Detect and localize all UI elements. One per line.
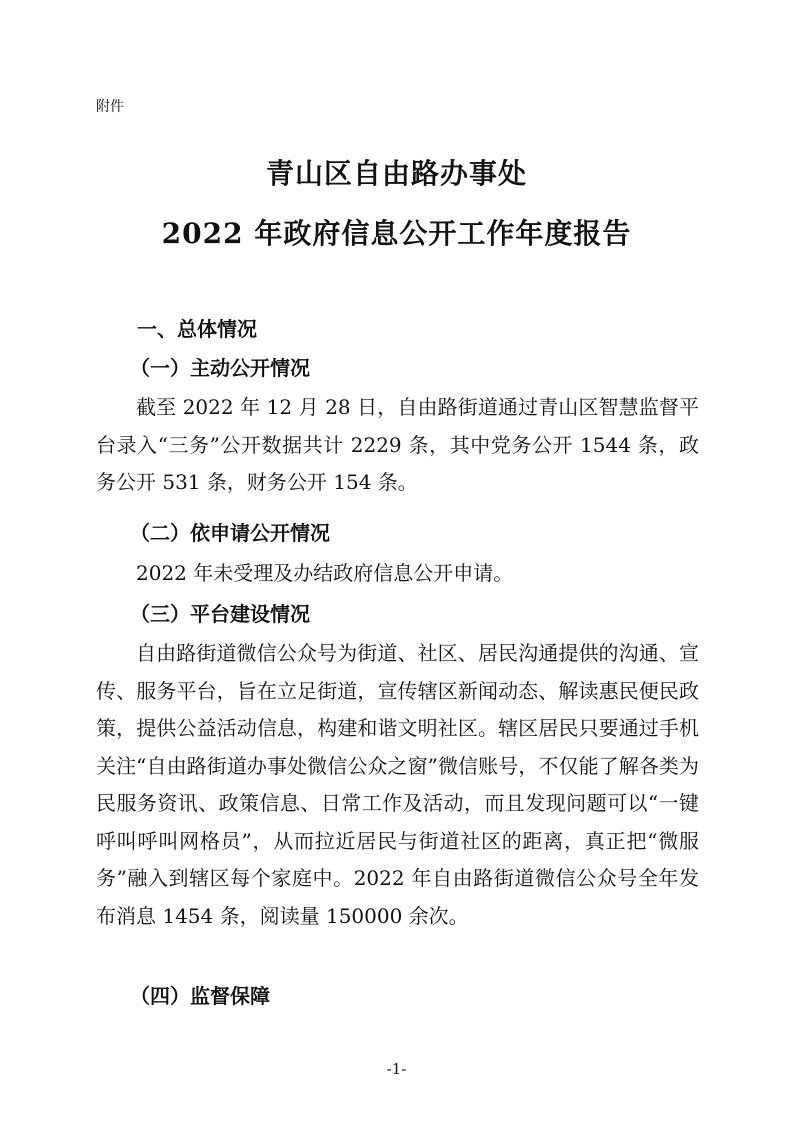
paragraph-active-disclosure: 截至 2022 年 12 月 28 日，自由路街道通过青山区智慧监督平台录入“三务”公开数据共计 2229 条，其中党务公开 1544 条，政务公开 531 条，财务公开 154 条。 xyxy=(96,395,699,494)
paragraph-application-disclosure: 2022 年未受理及办结政府信息公开申请。 xyxy=(136,561,514,585)
section-heading-overview: 一、总体情况 xyxy=(137,317,257,341)
subsection-heading-supervision: （四）监督保障 xyxy=(130,984,270,1008)
subsection-heading-application-disclosure: （二）依申请公开情况 xyxy=(130,521,330,545)
subsection-heading-active-disclosure: （一）主动公开情况 xyxy=(130,356,310,380)
report-title-line-2: 2022 年政府信息公开工作年度报告 xyxy=(161,217,632,250)
paragraph-platform-building: 自由路街道微信公众号为街道、社区、居民沟通提供的沟通、宣传、服务平台，旨在立足街道，宣传辖区新闻动态、解读惠民便民政策，提供公益活动信息，构建和谐文明社区。辖区居民只要通过手机关注“自由路街道办事处微信公众之窗”微信账号，不仅能了解各类为民服务资讯、政策信息、日常工作及活动，而且发现问题可以“一键呼叫呼叫网格员”，从而拉近居民与街道社区的距离，真正把“微服务”融入到辖区每个家庭中。2022 年自由路街道微信公众号全年发布消息 1454 条，阅读量 150000 余次。 xyxy=(96,641,699,928)
subsection-heading-platform-building: （三）平台建设情况 xyxy=(130,602,310,626)
page-number: -1- xyxy=(386,1060,407,1078)
attachment-label: 附件 xyxy=(96,99,124,115)
report-title-line-1: 青山区自由路办事处 xyxy=(265,157,527,190)
